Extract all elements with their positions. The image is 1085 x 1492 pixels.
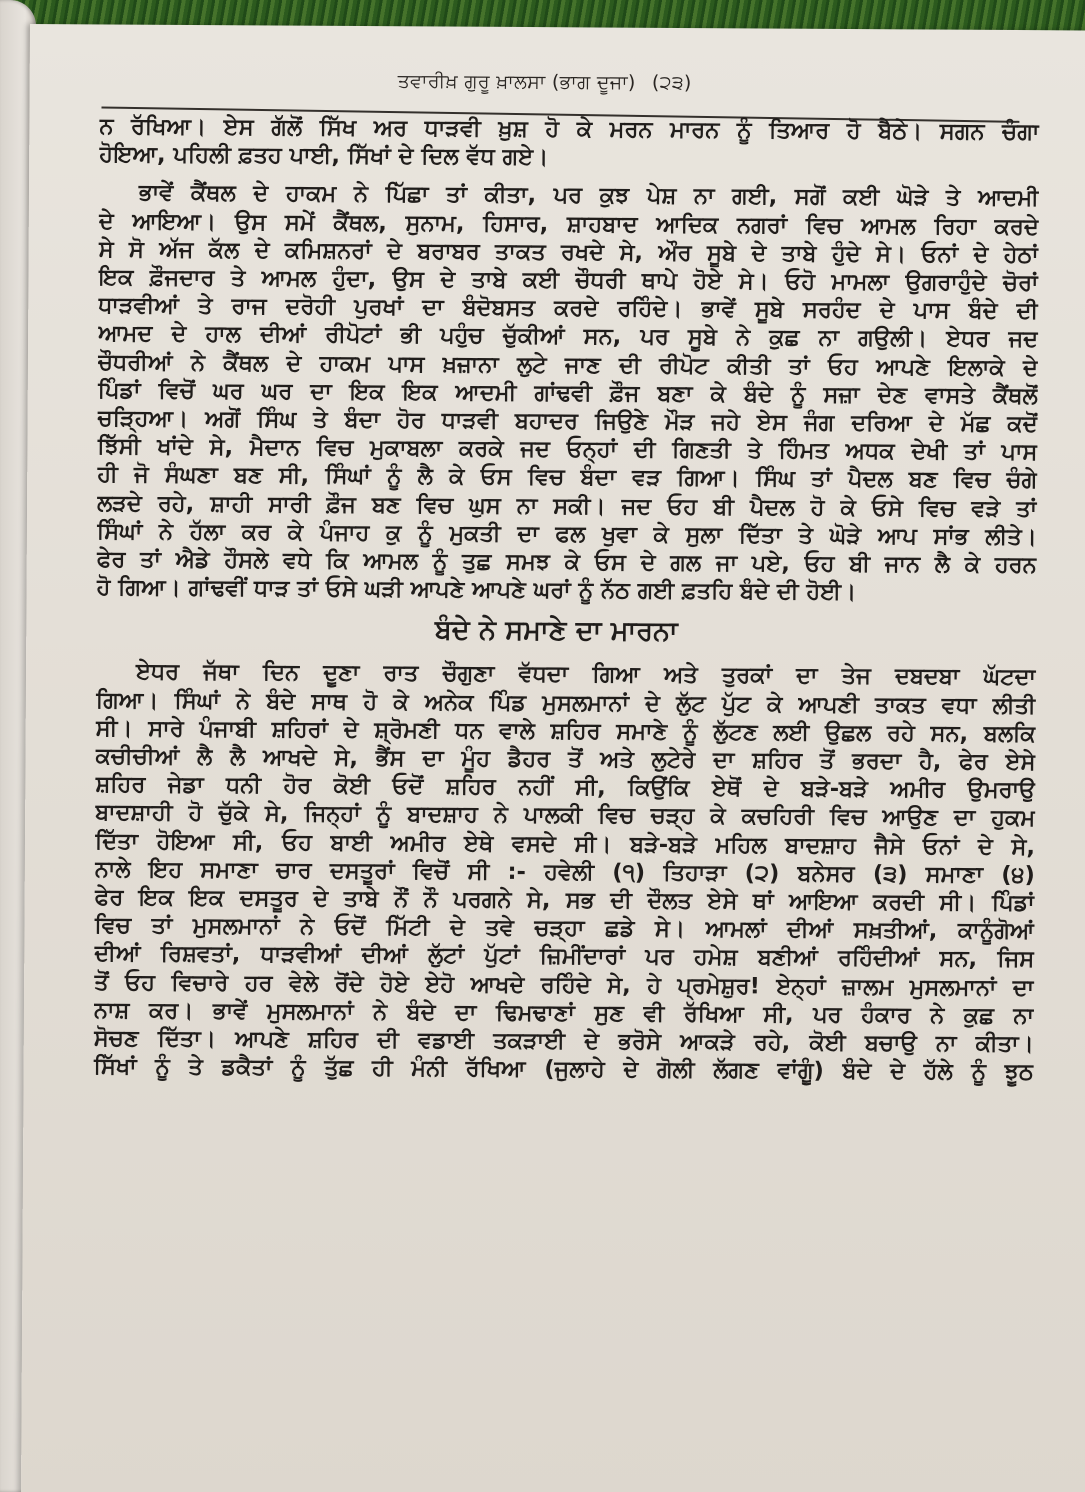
text-line: ਹੀ ਜੋ ਸੰਘਣਾ ਬਣ ਸੀ, ਸਿੰਘਾਂ ਨੂੰ ਲੈ ਕੇ ਓਸ ਵਿਚ ਬੰਦਾ ਵੜ ਗਿਆ। ਸਿੰਘ ਤਾਂ ਪੈਦਲ ਬਣ ਵਿਚ ਚੰਗੇ — [97, 461, 1038, 494]
text-line: ਪਿੰਡਾਂ ਵਿਚੋਂ ਘਰ ਘਰ ਦਾ ਇਕ ਇਕ ਆਦਮੀ ਗਾਂਢਵੀ ਫ਼ੌਜ ਬਣਾ ਕੇ ਬੰਦੇ ਨੂੰ ਸਜ਼ਾ ਦੇਣ ਵਾਸਤੇ ਕੈਂਥਲੋਂ — [97, 377, 1038, 409]
text-line: ਝਿੱਸੀ ਖਾਂਦੇ ਸੇ, ਮੈਦਾਨ ਵਿਚ ਮੁਕਾਬਲਾ ਕਰਕੇ ਜਦ ਓਨ੍ਹਾਂ ਦੀ ਗਿਣਤੀ ਤੇ ਹਿੰਮਤ ਅਧਕ ਦੇਖੀ ਤਾਂ ਪਾਸ — [97, 433, 1038, 466]
text-line: ਫੇਰ ਤਾਂ ਐਡੇ ਹੌਸਲੇ ਵਧੇ ਕਿ ਆਮਲ ਨੂੰ ਤੁਛ ਸਮਝ ਕੇ ਓਸ ਦੇ ਗਲ ਜਾ ਪਏ, ਓਹ ਬੀ ਜਾਨ ਲੈ ਕੇ ਹਰਨ — [96, 546, 1037, 579]
text-line: ਹੋ ਗਿਆ। ਗਾਂਢਵੀਂ ਧਾੜ ਤਾਂ ਓਸੇ ਘੜੀ ਆਪਣੇ ਆਪਣੇ ਘਰਾਂ ਨੂੰ ਨੱਠ ਗਈ ਫ਼ਤਹਿ ਬੰਦੇ ਦੀ ਹੋਈ। — [96, 574, 857, 606]
paragraph — [99, 112, 1039, 174]
text-line: ਕਚੀਚੀਆਂ ਲੈ ਲੈ ਆਖਦੇ ਸੇ, ਭੈਂਸ ਦਾ ਮੂੰਹ ਡੈਹਰ ਤੋਂ ਅਤੇ ਲੁਟੇਰੇ ਦਾ ਸ਼ਹਿਰ ਤੋਂ ਭਰਦਾ ਹੈ, ਫੇਰ ਏਸੇ — [95, 743, 1036, 776]
text-line: ਸਿੰਘਾਂ ਨੇ ਹੱਲਾ ਕਰ ਕੇ ਪੰਜਾਹ ਕੁ ਨੂੰ ਮੁਕਤੀ ਦਾ ਫਲ ਖੁਵਾ ਕੇ ਸੁਲਾ ਦਿੱਤਾ ਤੇ ਘੋੜੇ ਆਪ ਸਾਂਭ ਲੀਤੇ। — [96, 518, 1037, 551]
page-number: (੨੩) — [651, 71, 692, 95]
section-heading: ਬੰਦੇ ਨੇ ਸਮਾਣੇ ਦਾ ਮਾਰਨਾ — [434, 614, 678, 648]
text-line: ਸਿੱਖਾਂ ਨੂੰ ਤੇ ਡਕੈਤਾਂ ਨੂੰ ਤੁੱਛ ਹੀ ਮੰਨੀ ਰੱਖਿਆ (ਜੁਲਾਹੇ ਦੇ ਗੋਲੀ ਲੱਗਣ ਵਾਂਗੂੰ) ਬੰਦੇ ਦੇ ਹੱਲੇ ਨੂੰ ਝੂਠ — [93, 1053, 1034, 1086]
text-line: ਸੇ ਸੋ ਅੱਜ ਕੱਲ ਦੇ ਕਮਿਸ਼ਨਰਾਂ ਦੇ ਬਰਾਬਰ ਤਾਕਤ ਰਖਦੇ ਸੇ, ਔਰ ਸੂਬੇ ਦੇ ਤਾਬੇ ਹੁੰਦੇ ਸੇ। ਓਨਾਂ ਦੇ ਹੇਠਾਂ — [98, 236, 1039, 268]
text-line: ਚੜ੍ਹਿਆ। ਅਗੋਂ ਸਿੰਘ ਤੇ ਬੰਦਾ ਹੋਰ ਧਾੜਵੀ ਬਹਾਦਰ ਜਿਉਣੇ ਮੌੜ ਜਹੇ ਏਸ ਜੰਗ ਦਰਿਆ ਦੇ ਮੱਛ ਕਦੋਂ — [97, 405, 1038, 438]
text-line: ਸ਼ਹਿਰ ਜੇਡਾ ਧਨੀ ਹੋਰ ਕੋਈ ਓਦੋਂ ਸ਼ਹਿਰ ਨਹੀਂ ਸੀ, ਕਿਉਂਕਿ ਏਥੋਂ ਦੇ ਬੜੇ-ਬੜੇ ਅਮੀਰ ਉਮਰਾਉ — [95, 771, 1036, 804]
text-line: ਨਾਸ਼ ਕਰ। ਭਾਵੇਂ ਮੁਸਲਮਾਨਾਂ ਨੇ ਬੰਦੇ ਦਾ ਢਿਮਢਾਣਾਂ ਸੁਣ ਵੀ ਰੱਖਿਆ ਸੀ, ਪਰ ਹੰਕਾਰ ਨੇ ਕੁਛ ਨਾ — [93, 997, 1035, 1030]
text-line: ਸੋਚਣ ਦਿੱਤਾ। ਆਪਣੇ ਸ਼ਹਿਰ ਦੀ ਵਡਾਈ ਤਕੜਾਈ ਦੇ ਭਰੋਸੇ ਆਕੜੇ ਰਹੇ, ਕੋਈ ਬਚਾਉ ਨਾ ਕੀਤਾ। — [93, 1025, 1034, 1058]
text-line: ਦਿੱਤਾ ਹੋਇਆ ਸੀ, ਓਹ ਬਾਈ ਅਮੀਰ ਏਥੇ ਵਸਦੇ ਸੀ। ਬੜੇ-ਬੜੇ ਮਹਿਲ ਬਾਦਸ਼ਾਹ ਜੈਸੇ ਓਨਾਂ ਦੇ ਸੇ, — [94, 828, 1036, 860]
running-head — [30, 68, 1060, 96]
text-line: ਏਧਰ ਜੱਥਾ ਦਿਨ ਦੂਣਾ ਰਾਤ ਚੌਗੁਣਾ ਵੱਧਦਾ ਗਿਆ ਅਤੇ ਤੁਰਕਾਂ ਦਾ ਤੇਜ ਦਬਦਬਾ ਘੱਟਦਾ — [135, 659, 1037, 691]
text-line: ਸੀ। ਸਾਰੇ ਪੰਜਾਬੀ ਸ਼ਹਿਰਾਂ ਦੇ ਸ਼੍ਰੋਮਣੀ ਧਨ ਵਾਲੇ ਸ਼ਹਿਰ ਸਮਾਣੇ ਨੂੰ ਲੁੱਟਣ ਲਈ ਉਛਲ ਰਹੇ ਸਨ, ਬਲਕਿ — [95, 715, 1036, 748]
paragraph — [96, 179, 1039, 608]
text-line: ਹੋਇਆ, ਪਹਿਲੀ ਫ਼ਤਹ ਪਾਈ, ਸਿੱਖਾਂ ਦੇ ਦਿਲ ਵੱਧ ਗਏ। — [99, 141, 549, 171]
text-line: ਭਾਵੇਂ ਕੈਂਥਲ ਦੇ ਹਾਕਮ ਨੇ ਪਿੱਛਾ ਤਾਂ ਕੀਤਾ, ਪਰ ਕੁਝ ਪੇਸ਼ ਨਾ ਗਈ, ਸਗੋਂ ਕਈ ਘੋੜੇ ਤੇ ਆਦਮੀ — [138, 180, 1040, 212]
body-text — [94, 112, 1040, 1086]
text-line: ਬਾਦਸ਼ਾਹੀ ਹੋ ਚੁੱਕੇ ਸੇ, ਜਿਨ੍ਹਾਂ ਨੂੰ ਬਾਦਸ਼ਾਹ ਨੇ ਪਾਲਕੀ ਵਿਚ ਚੜ੍ਹ ਕੇ ਕਚਹਿਰੀ ਵਿਚ ਆਉਣ ਦਾ ਹੁਕਮ — [95, 799, 1036, 832]
text-line: ਫੇਰ ਇਕ ਇਕ ਦਸਤੂਰ ਦੇ ਤਾਬੇ ਨੌਂ ਨੌ ਪਰਗਨੇ ਸੇ, ਸਭ ਦੀ ਦੌਲਤ ਏਸੇ ਥਾਂ ਆਇਆ ਕਰਦੀ ਸੀ। ਪਿੰਡਾਂ — [94, 884, 1035, 917]
text-line: ਲੜਦੇ ਰਹੇ, ਸ਼ਾਹੀ ਸਾਰੀ ਫ਼ੌਜ ਬਣ ਵਿਚ ਘੁਸ ਨਾ ਸਕੀ। ਜਦ ਓਹ ਬੀ ਪੈਦਲ ਹੋ ਕੇ ਓਸੇ ਵਿਚ ਵੜੇ ਤਾਂ — [96, 490, 1038, 522]
book-page — [21, 24, 1085, 1492]
text-line: ਗਿਆ। ਸਿੰਘਾਂ ਨੇ ਬੰਦੇ ਸਾਥ ਹੋ ਕੇ ਅਨੇਕ ਪਿੰਡ ਮੁਸਲਮਾਨਾਂ ਦੇ ਲੁੱਟ ਪੁੱਟ ਕੇ ਆਪਣੀ ਤਾਕਤ ਵਧਾ ਲੀਤੀ — [95, 687, 1036, 719]
text-line: ਨਾਲੇ ਇਹ ਸਮਾਣਾ ਚਾਰ ਦਸਤੂਰਾਂ ਵਿਚੋਂ ਸੀ :- ਹਵੇਲੀ (੧) ਤਿਹਾੜਾ (੨) ਬਨੇਸਰ (੩) ਸਮਾਣਾ (੪) — [94, 856, 1035, 889]
text-line: ਨ ਰੱਖਿਆ। ਏਸ ਗੱਲੋਂ ਸਿੱਖ ਅਰ ਧਾੜਵੀ ਖ਼ੁਸ਼ ਹੋ ਕੇ ਮਰਨ ਮਾਰਨ ਨੂੰ ਤਿਆਰ ਹੋ ਬੈਠੇ। ਸਗਨ ਚੰਗਾ — [99, 113, 1040, 146]
text-line: ਇਕ ਫ਼ੌਜਦਾਰ ਤੇ ਆਮਲ ਹੁੰਦਾ, ਉਸ ਦੇ ਤਾਬੇ ਕਈ ਚੌਧਰੀ ਥਾਪੇ ਹੋਏ ਸੇ। ਓਹੋ ਮਾਮਲਾ ਉਗਰਾਹੁੰਦੇ ਚੋਰਾਂ — [98, 264, 1039, 297]
text-line: ਵਿਚ ਤਾਂ ਮੁਸਲਮਾਨਾਂ ਨੇ ਓਦੋਂ ਮਿੱਟੀ ਦੇ ਤਵੇ ਚੜ੍ਹਾ ਛਡੇ ਸੇ। ਆਮਲਾਂ ਦੀਆਂ ਸਖ਼ਤੀਆਂ, ਕਾਨੂੰਗੋਆਂ — [94, 912, 1035, 945]
text-line: ਚੌਧਰੀਆਂ ਨੇ ਕੈਂਥਲ ਦੇ ਹਾਕਮ ਪਾਸ ਖ਼ਜ਼ਾਨਾ ਲੁਟੇ ਜਾਣ ਦੀ ਰੀਪੋਟ ਕੀਤੀ ਤਾਂ ਓਹ ਆਪਣੇ ਇਲਾਕੇ ਦੇ — [97, 349, 1038, 381]
text-line: ਦੀਆਂ ਰਿਸ਼ਵਤਾਂ, ਧਾੜਵੀਆਂ ਦੀਆਂ ਲੁੱਟਾਂ ਪੁੱਟਾਂ ਜ਼ਿਮੀਂਦਾਰਾਂ ਪਰ ਹਮੇਸ਼ ਬਣੀਆਂ ਰਹਿੰਦੀਆਂ ਸਨ, ਜਿਸ — [94, 940, 1035, 973]
paragraph — [94, 658, 1037, 1087]
text-line: ਦੇ ਆਇਆ। ਉਸ ਸਮੇਂ ਕੈਂਥਲ, ਸੁਨਾਮ, ਹਿਸਾਰ, ਸ਼ਾਹਬਾਦ ਆਦਿਕ ਨਗਰਾਂ ਵਿਚ ਆਮਲ ਰਿਹਾ ਕਰਦੇ — [98, 208, 1039, 240]
book-title: ਤਵਾਰੀਖ਼ ਗੁਰੂ ਖ਼ਾਲਸਾ (ਭਾਗ ਦੂਜਾ) — [397, 70, 636, 94]
text-line: ਆਮਦ ਦੇ ਹਾਲ ਦੀਆਂ ਰੀਪੋਟਾਂ ਭੀ ਪਹੁੰਚ ਚੁੱਕੀਆਂ ਸਨ, ਪਰ ਸੂਬੇ ਨੇ ਕੁਛ ਨਾ ਗਉਲੀ। ਏਧਰ ਜਦ — [98, 320, 1039, 353]
text-line: ਧਾੜਵੀਆਂ ਤੇ ਰਾਜ ਦਰੋਹੀ ਪੁਰਖਾਂ ਦਾ ਬੰਦੋਬਸਤ ਕਰਦੇ ਰਹਿੰਦੇ। ਭਾਵੇਂ ਸੂਬੇ ਸਰਹੰਦ ਦੇ ਪਾਸ ਬੰਦੇ ਦੀ — [98, 292, 1039, 325]
text-line: ਤੋਂ ਓਹ ਵਿਚਾਰੇ ਹਰ ਵੇਲੇ ਰੋਂਦੇ ਹੋਏ ਏਹੋ ਆਖਦੇ ਰਹਿੰਦੇ ਸੇ, ਹੇ ਪ੍ਰਮੇਸ਼ੁਰ! ਏਨ੍ਹਾਂ ਜ਼ਾਲਮ ਮੁਸਲਮਾਨਾਂ ਦਾ — [94, 969, 1035, 1001]
